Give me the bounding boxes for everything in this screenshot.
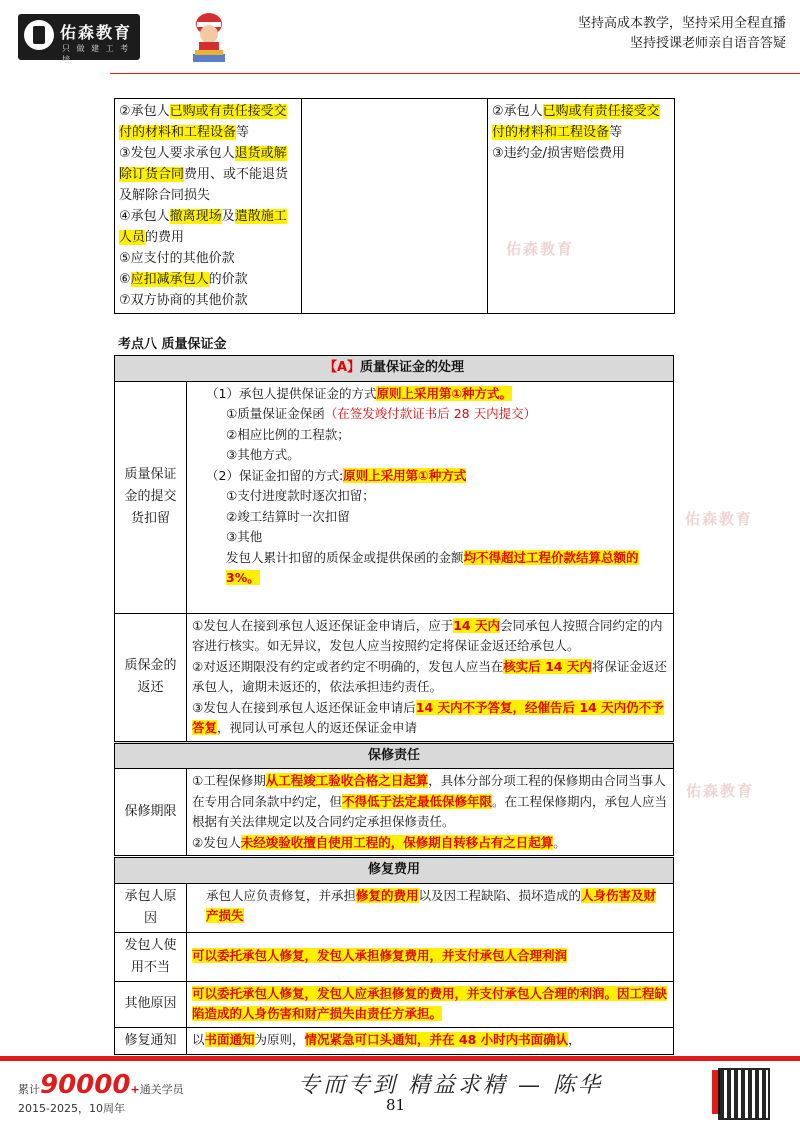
page-number: 81 — [386, 1096, 406, 1114]
page-header — [0, 0, 800, 78]
middle-cell — [302, 99, 488, 314]
row-label-warranty-period: 保修期限 — [115, 769, 187, 857]
band-repair-cost: 修复费用 — [115, 857, 674, 884]
brand-logo — [18, 14, 140, 64]
count-suffix: 通关学员 — [139, 1083, 184, 1096]
row-content-return: ①发包人在接到承包人返还保证金申请后，应于14 天内会同承包人按照合同约定的内容进行核实。如无异议，发包人应当按照约定将保证金返还给承包人。 ②对返还期限没有约定或者约定不明确的，发包人应当在核实后 14 天内将保证金返还承包人，逾期未返还的，依法承担违约责任。 ③发包人在接到承包人返还保证金申请后14 天内不予答复，经催告后 14 天内仍不予答复，视同认可承包人的返还保证金申请 — [187, 613, 674, 742]
footer-divider — [0, 1056, 800, 1061]
row-content-improper-use: 可以委托承包人修复，发包人承担修复费用，并支付承包人合理利润 — [187, 932, 674, 981]
section-title: 考点八 质量保证金 — [118, 337, 227, 352]
row-label-return: 质保金的返还 — [115, 613, 187, 742]
count-prefix: 累计 — [18, 1083, 40, 1096]
slogan-line-1: 坚持高成本教学，坚持采用全程直播 — [577, 16, 786, 31]
band-warranty: 保修责任 — [115, 742, 674, 769]
brand-tagline: 只 做 建 工 考 培 — [62, 44, 131, 64]
slogan — [578, 14, 786, 54]
brand-name: 佑森教育 — [60, 23, 133, 42]
left-cell: ②承包人已购或有责任接受交付的材料和工程设备等 ③发包人要求承包人退货或解除订货合同费用、或不能退货及解除合同损失 ④承包人撤离现场及遣散施工人员的费用 ⑤应支付的其他价款 ⑥应扣减承包人的价款 ⑦双方协商的其他价款 — [115, 99, 302, 314]
payment-items-table — [114, 98, 674, 314]
row-label-submit-retain: 质量保证金的提交货扣留 — [115, 381, 187, 613]
row-content-submit-retain: （1）承包人提供保证金的方式原则上采用第①种方式。 ①质量保证金保函（在签发竣付款证书后 28 天内提交） ②相应比例的工程款； ③其他方式。 （2）保证金扣留的方式:原则上采用第①种方式 ①支付进度款时逐次扣留； ②竣工结算时一次扣留 ③其他 发包人累计扣留的质保金或提供保函的金额均不得超过工程价款结算总额的 3%。 — [187, 381, 674, 613]
row-content-repair-notice: 以书面通知为原则，情况紧急可口头通知，并在 48 小时内书面确认， — [187, 1027, 674, 1054]
row-label-improper-use: 发包人使用不当 — [115, 932, 187, 981]
row-content-warranty-period: ①工程保修期从工程竣工验收合格之日起算，具体分部分项工程的保修期由合同当事人在专用合同条款中约定，但不得低于法定最低保修年限。在工程保修期内，承包人应当根据有关法律规定以及合同约定承担保修责任。 ②发包人未经竣验收擅自使用工程的，保修期自转移占有之日起算。 — [187, 769, 674, 857]
watermark: 佑森教育 — [506, 240, 575, 258]
years-label: 2015-2025，10周年 — [18, 1102, 125, 1115]
mascot-icon — [185, 10, 233, 66]
slogan-line-2: 坚持授课老师亲自语音答疑 — [629, 36, 786, 51]
band-deposit-handling: 【A】质量保证金的处理 — [115, 356, 674, 382]
header-divider — [110, 73, 800, 74]
row-label-other-cause: 其他原因 — [115, 981, 187, 1027]
quality-deposit-table — [114, 355, 674, 1055]
student-count: 90000 — [40, 1070, 131, 1100]
qr-code-icon[interactable] — [718, 1068, 770, 1120]
footer-stats: 累计90000+通关学员 2015-2025，10周年 — [18, 1070, 184, 1115]
watermark: 佑森教育 — [686, 782, 755, 800]
row-label-contractor-cause: 承包人原因 — [115, 883, 187, 932]
brand-emblem-icon — [24, 20, 54, 50]
row-content-other-cause: 可以委托承包人修复，发包人应承担修复的费用，并支付承包人合理的利润。因工程缺陷造成的人身伤害和财产损失由责任方承担。 — [187, 981, 674, 1027]
footer-motto: 专而专到 精益求精 — 陈华 — [298, 1073, 603, 1098]
right-cell: ②承包人已购或有责任接受交付的材料和工程设备等 ③违约金/损害赔偿费用 — [488, 99, 675, 314]
row-label-repair-notice: 修复通知 — [115, 1027, 187, 1054]
row-content-contractor-cause: 承包人应负责修复，并承担修复的费用以及因工程缺陷、损坏造成的人身伤害及财产损失 — [187, 883, 674, 932]
watermark: 佑森教育 — [685, 510, 754, 528]
